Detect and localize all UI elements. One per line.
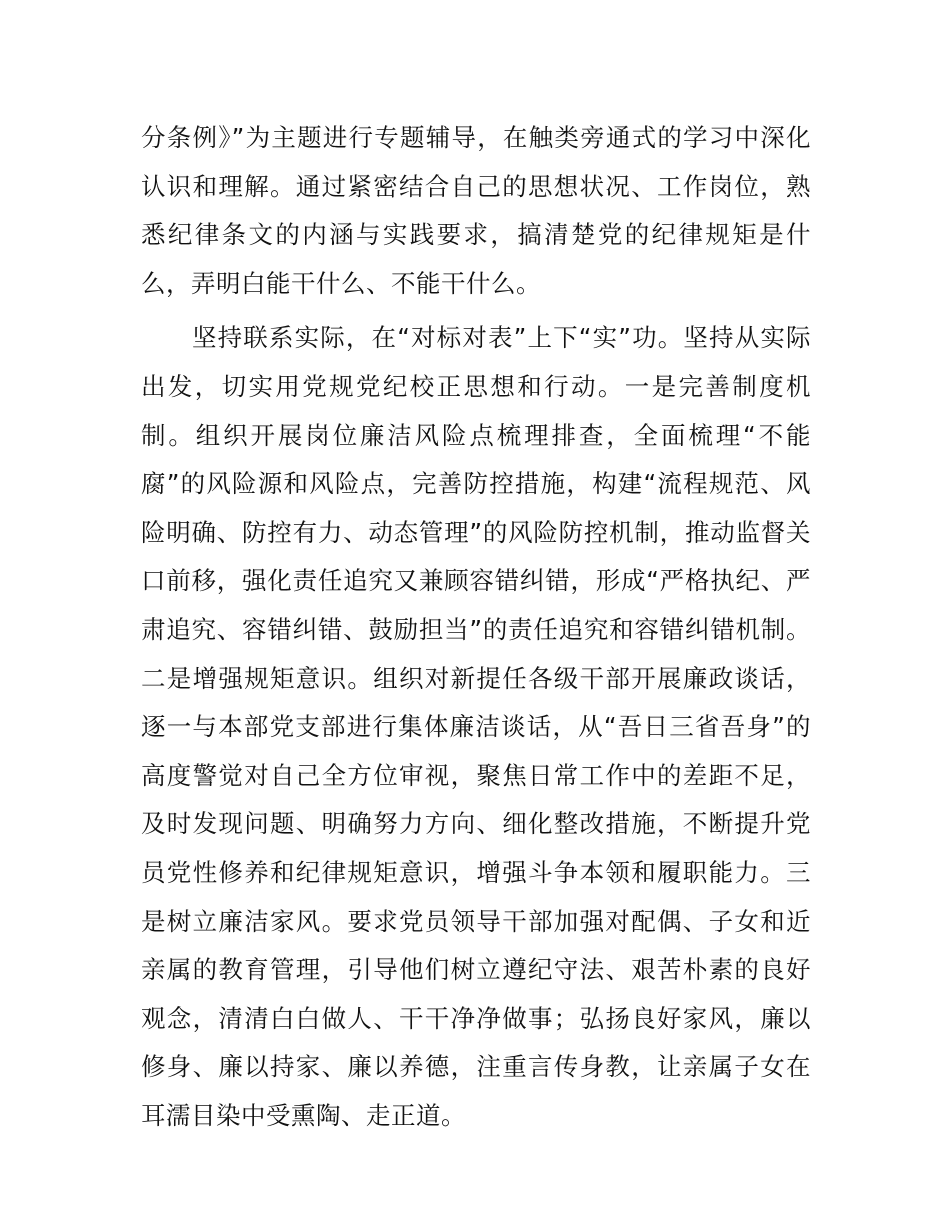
paragraph-practice: 坚持联系实际，在“对标对表”上下“实”功。坚持从实际出发，切实用党规党纪校正思想和行动。一是完善制度机制。组织开展岗位廉洁风险点梳理排查，全面梳理“不能腐”的风险源和风险点，完善防控措施，构建“流程规范、风险明确、防控有力、动态管理”的风险防控机制，推动监督关口前移，强化责任追究又兼顾容错纠错，形成“严格执纪、严肃追究、容错纠错、鼓励担当”的责任追究和容错纠错机制。二是增强规矩意识。组织对新提任各级干部开展廉政谈话，逐一与本部党支部进行集体廉洁谈话，从“吾日三省吾身”的高度警觉对自己全方位审视，聚焦日常工作中的差距不足，及时发现问题、明确努力方向、细化整改措施，不断提升党员党性修养和纪律规矩意识，增强斗争本领和履职能力。三是树立廉洁家风。要求党员领导干部加强对配偶、子女和近亲属的教育管理，引导他们树立遵纪守法、艰苦朴素的良好观念，清清白白做人、干干净净做事；弘扬良好家风，廉以修身、廉以持家、廉以养德，注重言传身教，让亲属子女在耳濡目染中受熏陶、走正道。 xyxy=(141,323,811,1130)
document-body xyxy=(141,114,811,1140)
paragraph-continuation: 分条例》”为主题进行专题辅导，在触类旁通式的学习中深化认识和理解。通过紧密结合自己的思想状况、工作岗位，熟悉纪律条文的内涵与实践要求，搞清楚党的纪律规矩是什么，弄明白能干什么、不能干什么。 xyxy=(141,123,811,298)
